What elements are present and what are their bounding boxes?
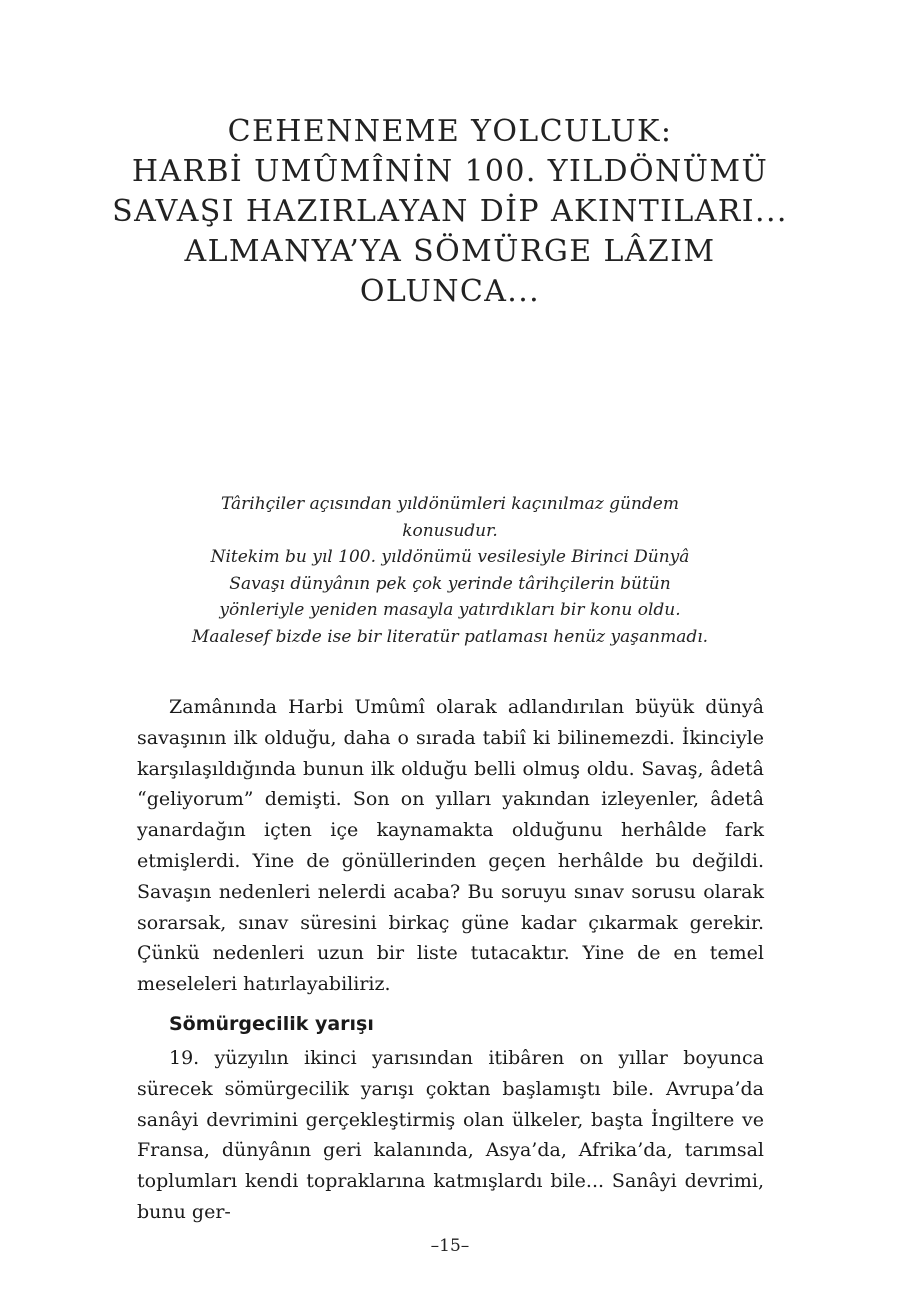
epigraph-line: Nitekim bu yıl 100. yıldönümü vesilesiyle Birinci Dünyâ — [210, 547, 690, 568]
chapter-title-line: SAVAŞI HAZIRLAYAN DİP AKINTILARI... — [112, 194, 788, 229]
chapter-title-line: HARBİ UMÛMÎNİN 100. YILDÖNÜMÜ — [131, 154, 769, 189]
chapter-title — [0, 112, 900, 312]
epigraph-line: konusudur. — [402, 520, 498, 541]
epigraph-line: Maalesef bizde ise bir literatür patlaması henüz yaşanmadı. — [191, 626, 709, 647]
epigraph-line: yönleriyle yeniden masayla yatırdıkları bir konu oldu. — [219, 600, 681, 621]
body-paragraph: 19. yüzyılın ikinci yarısından itibâren on yıllar boyunca sürecek sömürgecilik yarışı çoktan başlamıştı bile. Avrupa’da sanâyi devrimini gerçekleştirmiş olan ülkeler, başta İngiltere ve Fransa, dünyânın geri kalanında, Asya’da, Afrika’da, tarımsal toplumları kendi topraklarına katmışlardı bile... Sanâyi devrimi, bunu ger- — [137, 1047, 764, 1223]
epigraph — [150, 491, 750, 651]
chapter-title-line: CEHENNEME YOLCULUK: — [227, 114, 673, 149]
chapter-title-line: ALMANYA’YA SÖMÜRGE LÂZIM — [184, 234, 716, 269]
epigraph-line: Savaşı dünyânın pek çok yerinde târihçilerin bütün — [229, 573, 671, 594]
chapter-title-line: OLUNCA... — [359, 274, 541, 309]
section-heading: Sömürgecilik yarışı — [169, 1013, 374, 1035]
page-number: –15– — [430, 1236, 470, 1256]
epigraph-line: Târihçiler açısından yıldönümleri kaçınılmaz gündem — [221, 494, 679, 514]
body-paragraph: Zamânında Harbi Umûmî olarak adlandırılan büyük dünyâ savaşının ilk olduğu, daha o sırada tabiî ki bilinemezdi. İkinciyle karşılaşıldığında bunun ilk olduğu belli olmuş oldu. Savaş, âdetâ “geliyorum” demişti. Son on yılları yakından izleyenler, âdetâ yanardağın içten içe kaynamakta olduğunu herhâlde fark etmişlerdi. Yine de gönüllerinden geçen herhâlde bu değildi. Savaşın nedenleri nelerdi acaba? Bu soruyu sınav sorusu olarak sorarsak, sınav süresini birkaç güne kadar çıkarmak gerekir. Çünkü nedenleri uzun bir liste tutacaktır. Yine de en temel meseleleri hatırlayabiliriz. — [137, 696, 764, 996]
